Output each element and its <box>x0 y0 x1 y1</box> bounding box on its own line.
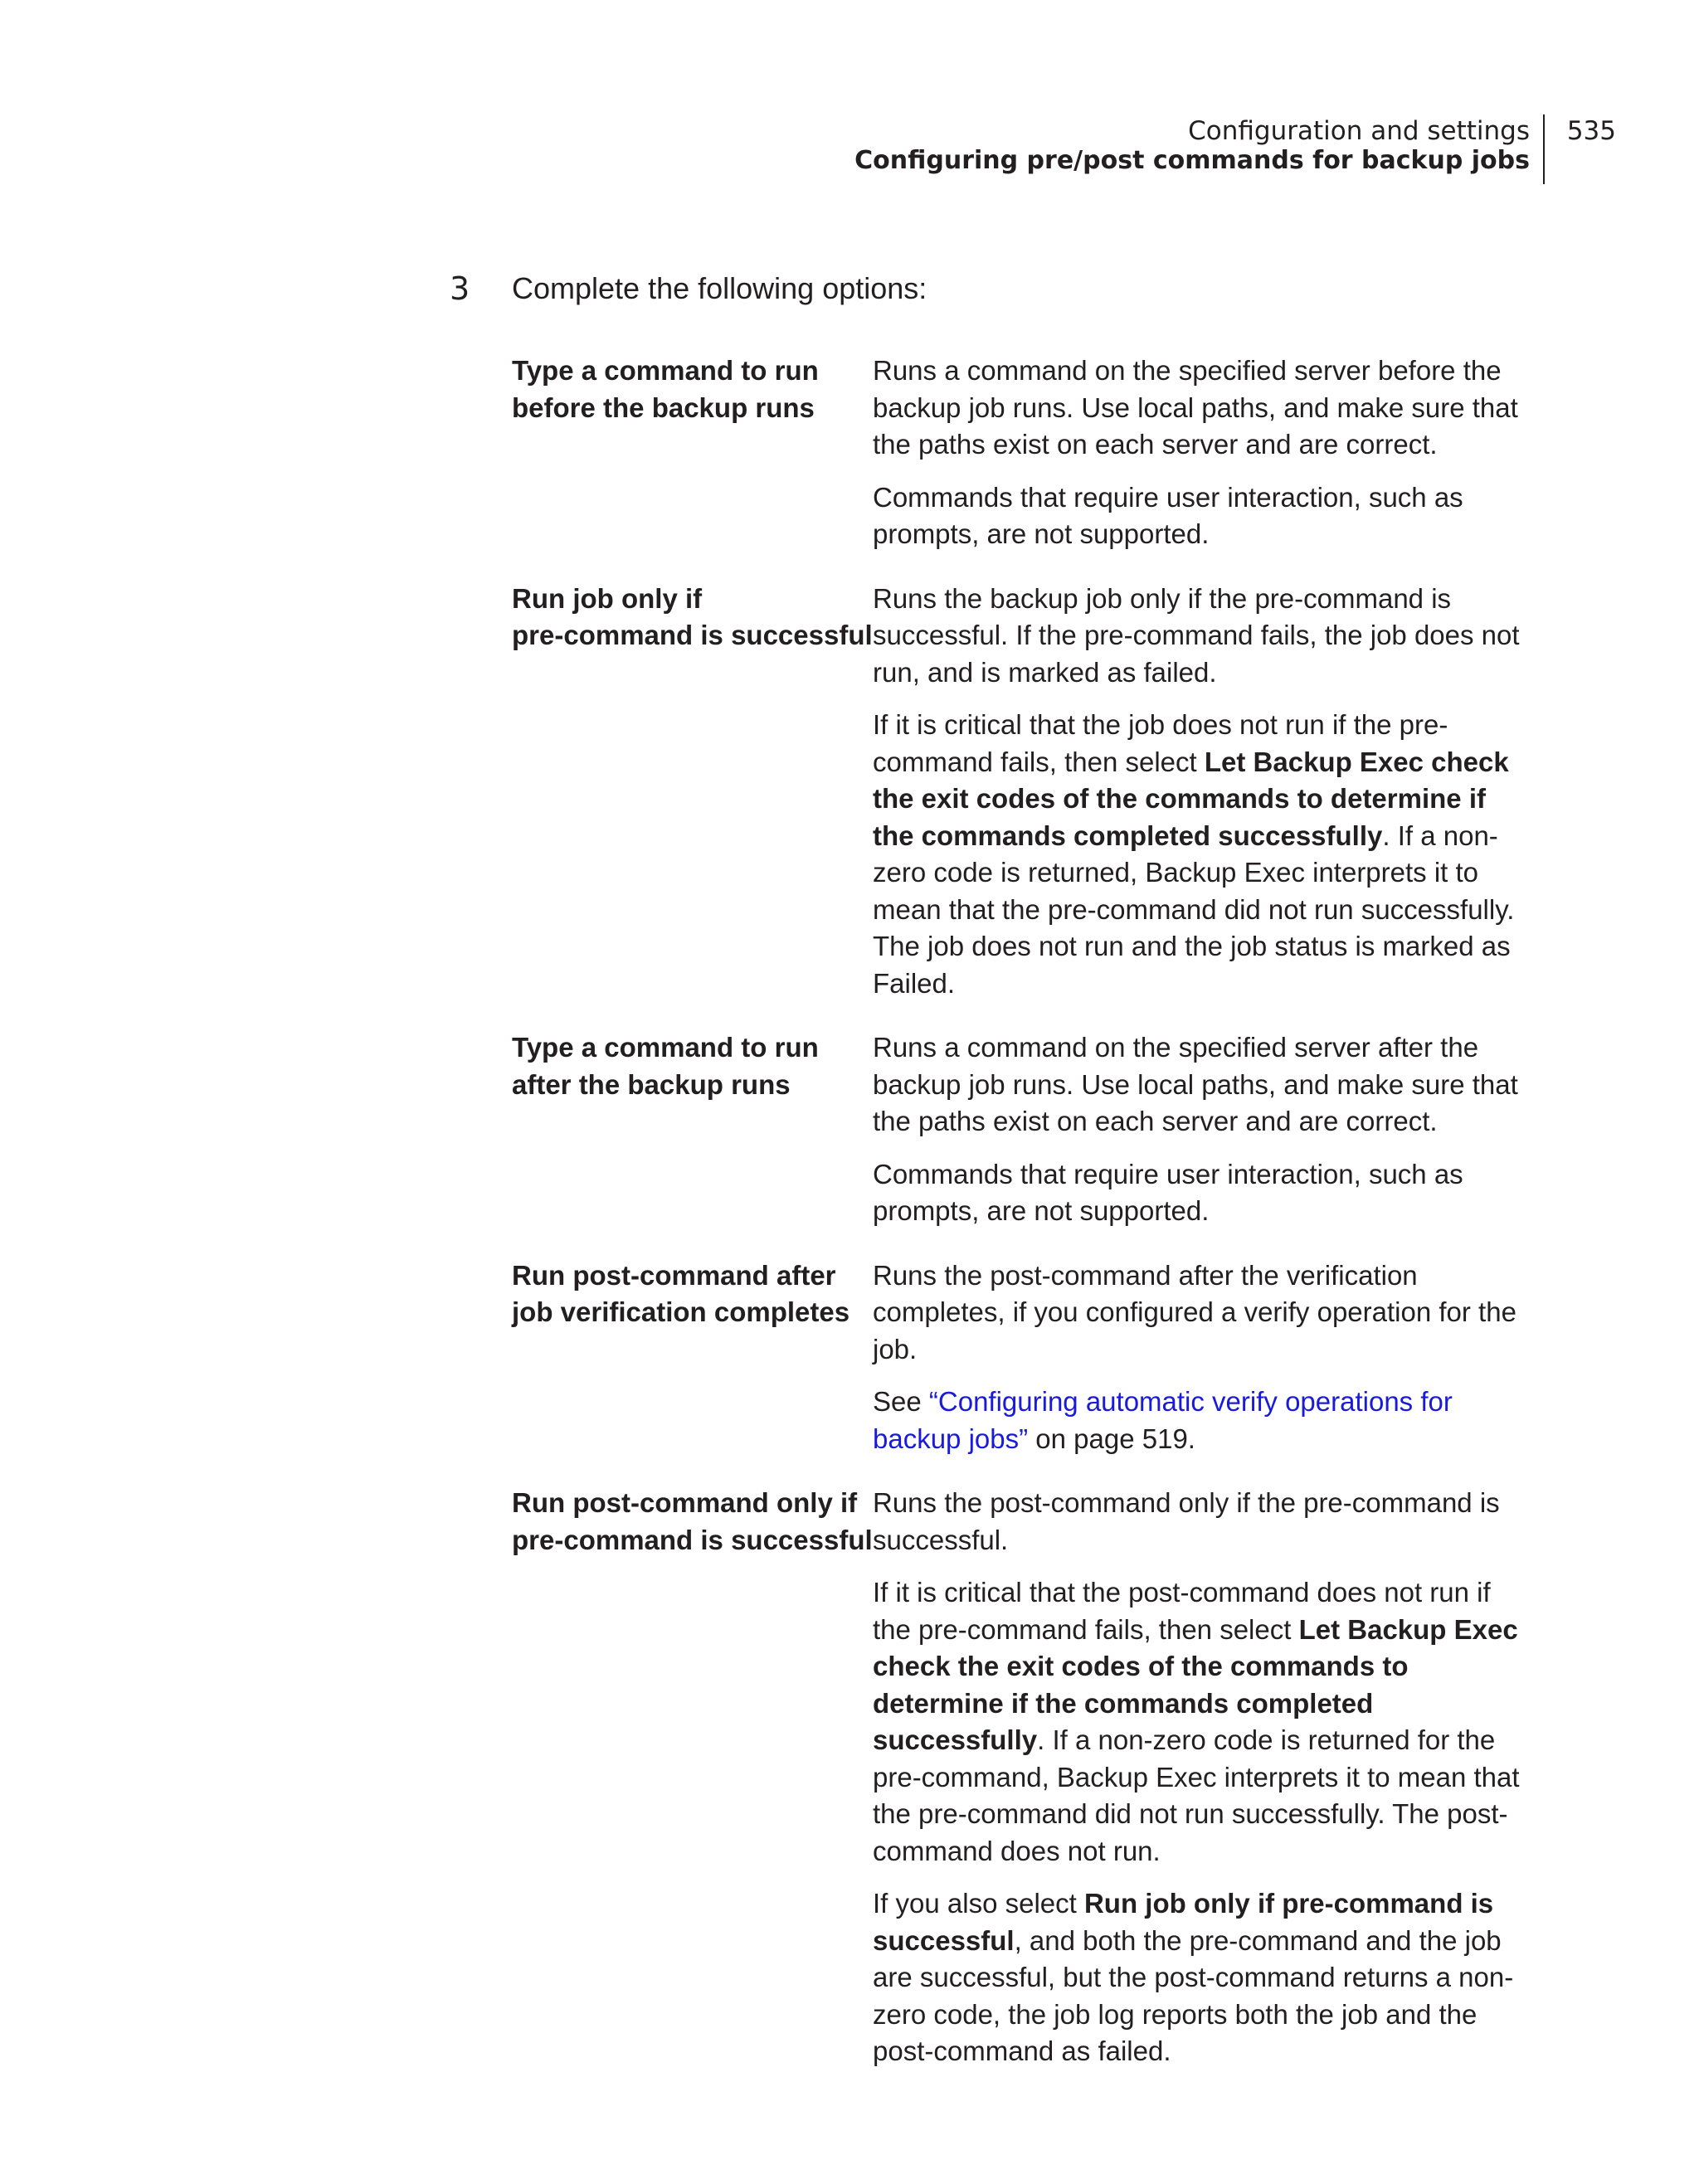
option-label-line: before the backup runs <box>512 392 815 423</box>
option-run-job-only-if-pre-success <box>512 581 1524 1003</box>
option-label-line: pre-command is successful <box>512 620 873 650</box>
option-label-line: after the backup runs <box>512 1068 791 1100</box>
option-post-only-if-pre-success <box>512 1485 1524 2070</box>
option-label <box>512 353 873 553</box>
option-pre-command <box>512 353 1524 553</box>
cross-reference-link[interactable]: “Configuring automatic verify operations for backup jobs” <box>873 1386 1453 1454</box>
text-run: , and both the pre-command and the job are successful, but the post-command returns a non-zero code, the job log reports both the job and the post-command as failed. <box>873 1924 1514 2066</box>
option-post-command <box>512 1029 1524 1230</box>
page-number: 535 <box>1566 116 1616 146</box>
section-title: Configuring pre/post commands for backup jobs <box>854 146 1530 175</box>
option-label-line: pre-command is successful <box>512 1524 873 1555</box>
text-run: If it is critical that the job does not run if the pre-command fails, then select <box>873 709 1448 777</box>
option-description <box>873 1029 1524 1230</box>
text-run: on page 519. <box>1028 1423 1195 1454</box>
option-label-line: Run post-command after <box>512 1259 836 1291</box>
chapter-title: Configuration and settings <box>1188 116 1530 146</box>
text-run: . If a non-zero code is returned for the pre-command, Backup Exec interprets it to mean that the pre-command did not run successfully. The post-command does not run. <box>873 1724 1520 1866</box>
step-number: 3 <box>450 270 470 307</box>
description-paragraph: Runs the post-command only if the pre-command is successful. <box>873 1487 1500 1555</box>
option-description <box>873 1257 1524 1458</box>
option-label <box>512 1029 873 1230</box>
description-paragraph: Commands that require user interaction, such as prompts, are not supported. <box>873 481 1463 549</box>
option-label-line: Run post-command only if <box>512 1487 858 1518</box>
ui-option-name: Run job only if pre-command is successful <box>873 1888 1494 1956</box>
option-label-line: job verification completes <box>512 1296 850 1327</box>
option-label-line: Type a command to run <box>512 355 819 386</box>
ui-option-name: Let Backup Exec check the exit codes of the commands to determine if the commands completed successfully <box>873 746 1509 851</box>
options-table <box>512 353 1524 2098</box>
option-label <box>512 1485 873 2070</box>
running-header <box>854 114 1616 184</box>
step-instruction: Complete the following options: <box>512 271 927 305</box>
description-paragraph: Runs a command on the specified server after the backup job runs. Use local paths, and make sure that the paths exist on each server and are correct. <box>873 1032 1518 1136</box>
text-run: If you also select <box>873 1888 1084 1919</box>
option-label <box>512 581 873 1003</box>
description-paragraph: Commands that require user interaction, such as prompts, are not supported. <box>873 1158 1463 1226</box>
option-description <box>873 353 1524 553</box>
option-label-line: Type a command to run <box>512 1032 819 1063</box>
description-paragraph: Runs the backup job only if the pre-command is successful. If the pre-command fails, the job does not run, and is marked as failed. <box>873 582 1520 688</box>
text-run: See <box>873 1386 929 1417</box>
ui-option-name: Let Backup Exec check the exit codes of the commands to determine if the commands completed successfully <box>873 1613 1518 1755</box>
text-run: If it is critical that the post-command does not run if the pre-command fails, then select <box>873 1577 1491 1645</box>
description-paragraph <box>873 1574 1524 1870</box>
description-paragraph <box>873 1885 1524 2070</box>
option-description <box>873 581 1524 1003</box>
option-post-after-verification <box>512 1257 1524 1458</box>
text-run: . If a non-zero code is returned, Backup Exec interprets it to mean that the pre-command did not run successfully. The job does not run and the job status is marked as Failed. <box>873 820 1515 999</box>
option-description <box>873 1485 1524 2070</box>
description-paragraph <box>873 707 1524 1002</box>
running-header-titles <box>854 114 1545 184</box>
option-label <box>512 1257 873 1458</box>
description-paragraph <box>873 1384 1524 1457</box>
description-paragraph: Runs the post-command after the verification completes, if you configured a verify operation for the job. <box>873 1259 1516 1364</box>
option-label-line: Run job only if <box>512 582 703 614</box>
description-paragraph: Runs a command on the specified server before the backup job runs. Use local paths, and make sure that the paths exist on each server and are correct. <box>873 355 1518 460</box>
